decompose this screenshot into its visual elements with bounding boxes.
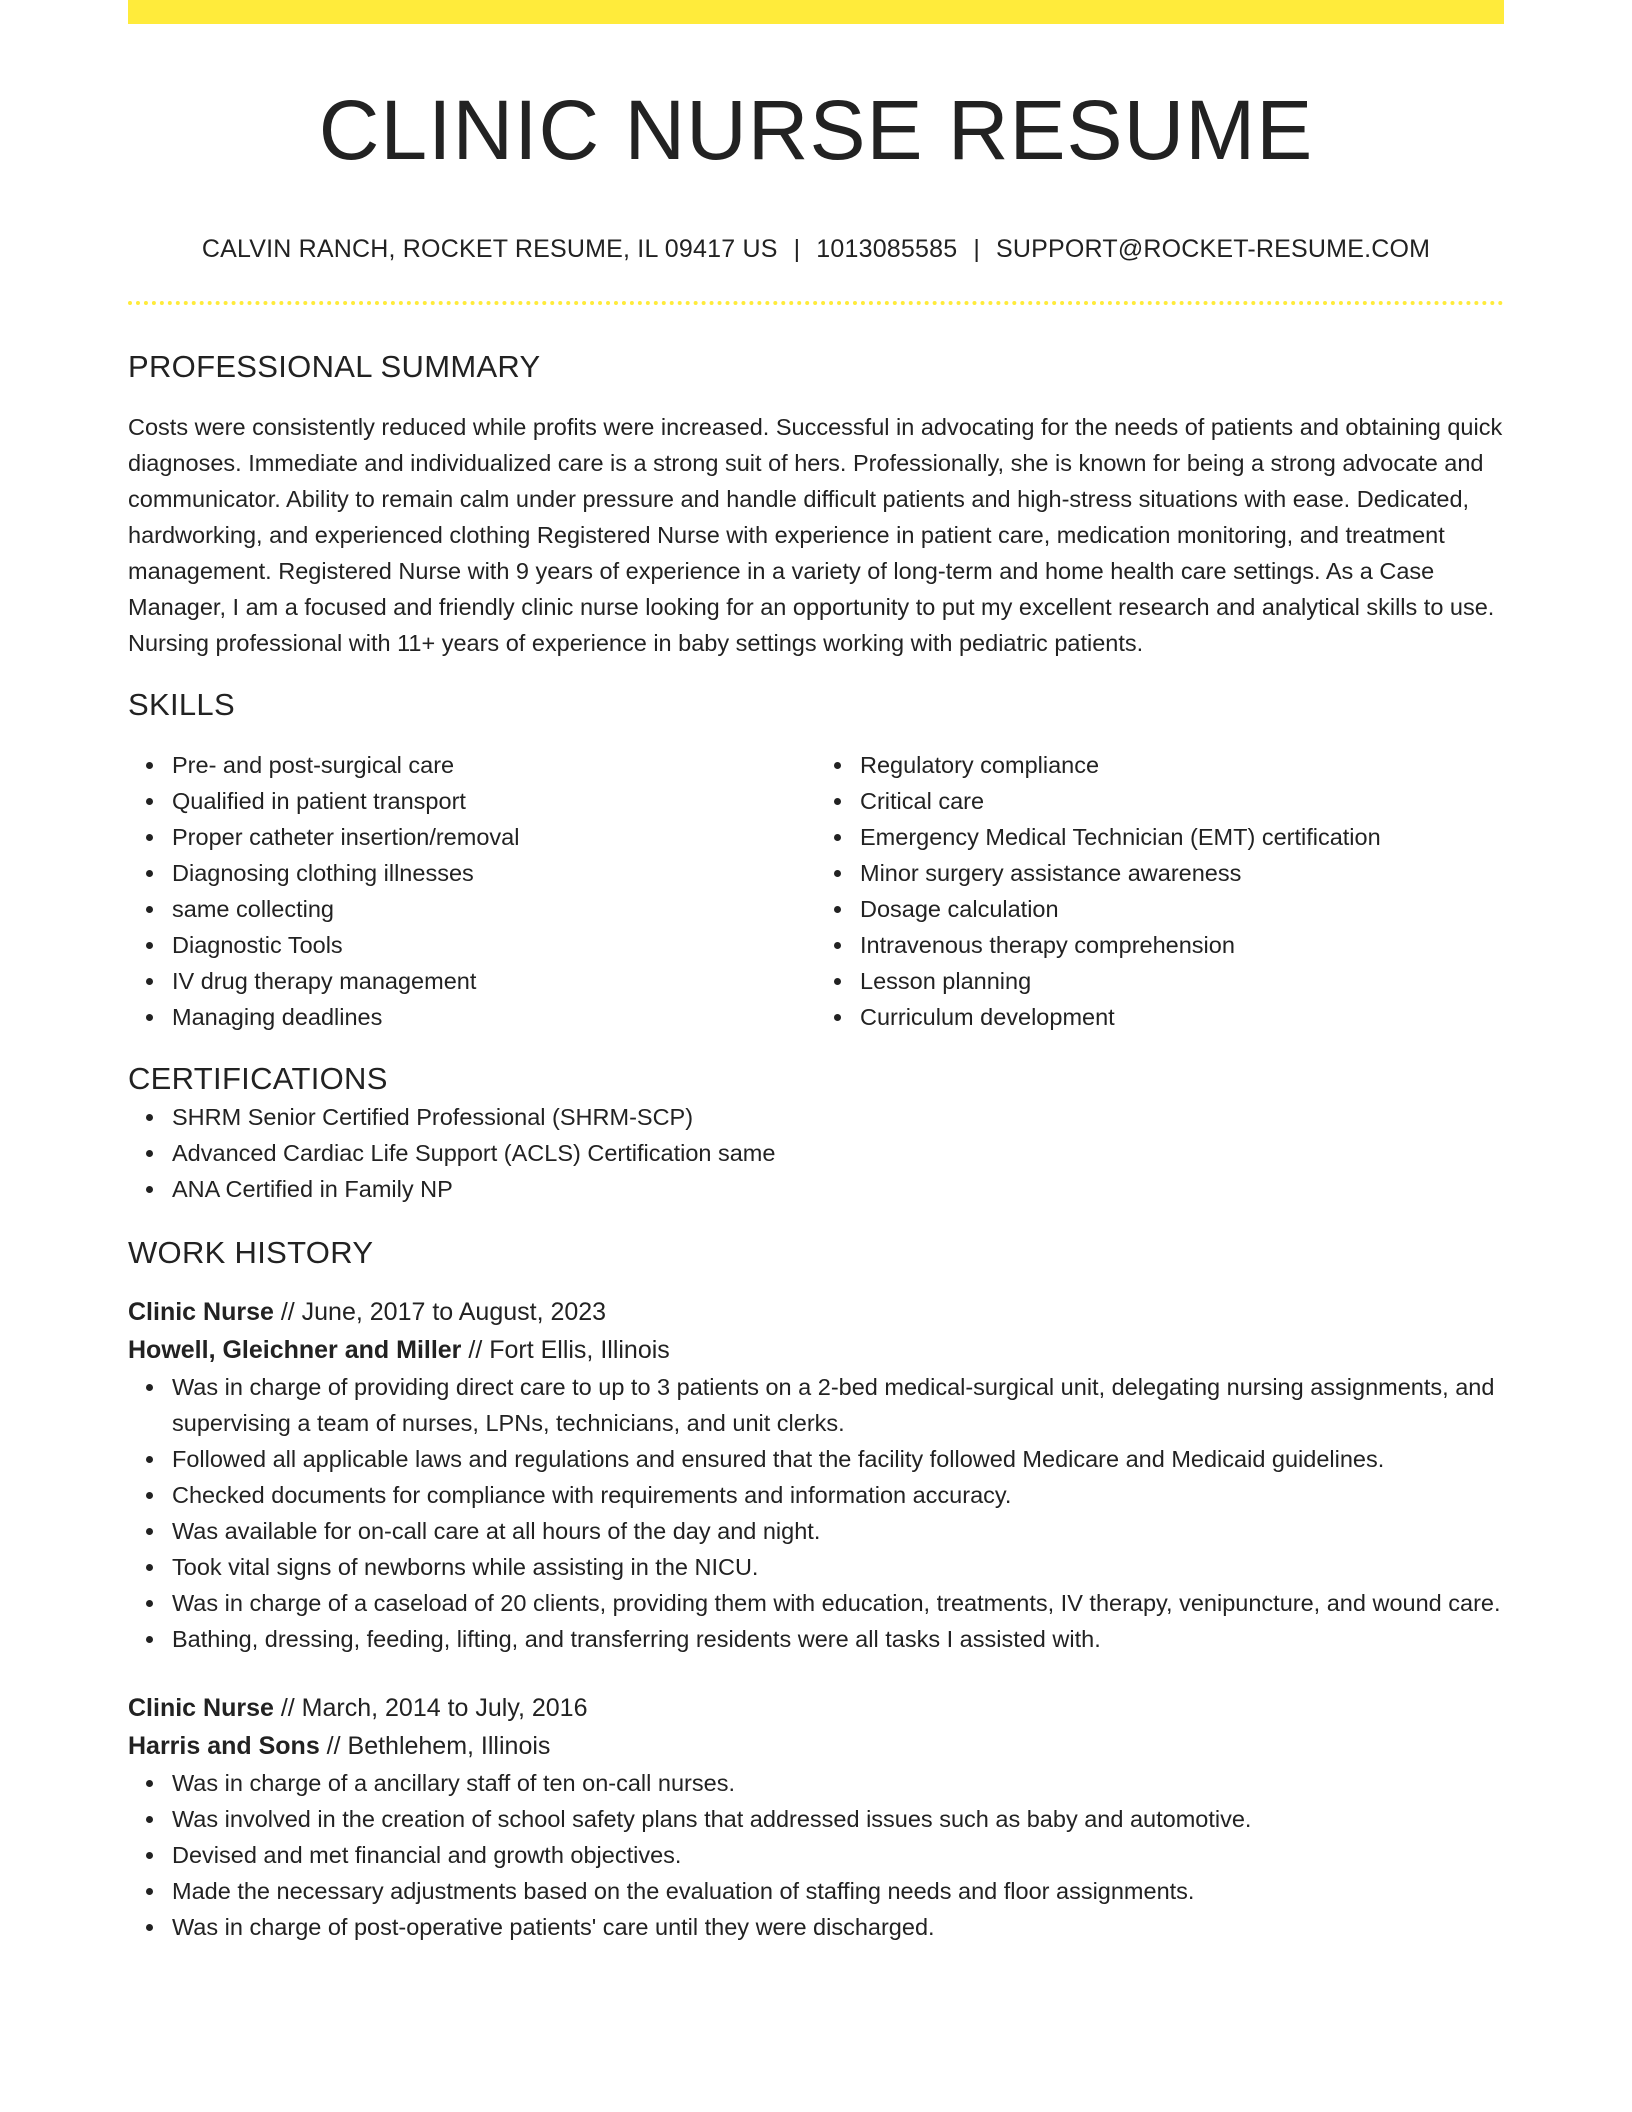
certification-item: Advanced Cardiac Life Support (ACLS) Certification same <box>172 1135 1504 1171</box>
summary-heading: PROFESSIONAL SUMMARY <box>128 349 541 384</box>
contact-address: CALVIN RANCH, ROCKET RESUME, IL 09417 US <box>201 235 778 263</box>
job-title: Clinic Nurse <box>128 1298 274 1326</box>
job-entry <box>128 1293 1504 1657</box>
job-dates: // March, 2014 to July, 2016 <box>273 1694 588 1722</box>
job-duty-item: Bathing, dressing, feeding, lifting, and transferring residents were all tasks I assisted with. <box>172 1621 1504 1657</box>
skill-item: Managing deadlines <box>172 999 816 1035</box>
skill-item: Diagnosing clothing illnesses <box>172 855 816 891</box>
resume-content <box>128 0 1504 1945</box>
job-company: Howell, Gleichner and Miller <box>128 1336 462 1364</box>
job-location: // Fort Ellis, Illinois <box>461 1336 670 1364</box>
job-title-line <box>128 1689 1504 1727</box>
job-duty-item: Checked documents for compliance with requirements and information accuracy. <box>172 1477 1504 1513</box>
job-duties-list <box>128 1369 1504 1657</box>
job-company: Harris and Sons <box>128 1732 320 1760</box>
job-duty-item: Was in charge of a ancillary staff of ten on-call nurses. <box>172 1765 1504 1801</box>
skill-item: Diagnostic Tools <box>172 927 816 963</box>
work-history-heading: WORK HISTORY <box>128 1235 374 1270</box>
job-title-line <box>128 1293 1504 1331</box>
resume-title: CLINIC NURSE RESUME <box>318 83 1314 177</box>
skill-item: Intravenous therapy comprehension <box>860 927 1504 963</box>
skills-heading: SKILLS <box>128 687 235 722</box>
job-location: // Bethlehem, Illinois <box>319 1732 551 1760</box>
skill-item: Critical care <box>860 783 1504 819</box>
skills-column-left <box>128 747 816 1035</box>
skill-item: Pre- and post-surgical care <box>172 747 816 783</box>
skills-column-right <box>816 747 1504 1035</box>
job-duty-item: Was in charge of providing direct care to up to 3 patients on a 2-bed medical-surgical unit, delegating nursing assignments, and supervising a team of nurses, LPNs, technicians, and unit clerks. <box>172 1369 1504 1441</box>
job-dates: // June, 2017 to August, 2023 <box>273 1298 607 1326</box>
job-duties-list <box>128 1765 1504 1945</box>
skill-item: Proper catheter insertion/removal <box>172 819 816 855</box>
job-company-line <box>128 1331 1504 1369</box>
skill-item: Emergency Medical Technician (EMT) certification <box>860 819 1504 855</box>
certification-item: SHRM Senior Certified Professional (SHRM-SCP) <box>172 1099 1504 1135</box>
job-duty-item: Was involved in the creation of school safety plans that addressed issues such as baby and automotive. <box>172 1801 1504 1837</box>
skill-item: Curriculum development <box>860 999 1504 1035</box>
skill-item: Dosage calculation <box>860 891 1504 927</box>
contact-phone: 1013085585 <box>816 235 958 263</box>
skill-item: same collecting <box>172 891 816 927</box>
job-duty-item: Was in charge of a caseload of 20 clients, providing them with education, treatments, IV therapy, venipuncture, and wound care. <box>172 1585 1504 1621</box>
contact-line <box>128 234 1504 264</box>
dotted-divider <box>128 301 1504 305</box>
skill-item: Minor surgery assistance awareness <box>860 855 1504 891</box>
skill-item: Qualified in patient transport <box>172 783 816 819</box>
job-duty-item: Was available for on-call care at all hours of the day and night. <box>172 1513 1504 1549</box>
certifications-list <box>128 1099 1504 1207</box>
job-duty-item: Devised and met financial and growth objectives. <box>172 1837 1504 1873</box>
certification-item: ANA Certified in Family NP <box>172 1171 1504 1207</box>
certifications-heading: CERTIFICATIONS <box>128 1061 388 1096</box>
job-title: Clinic Nurse <box>128 1694 274 1722</box>
job-duty-item: Was in charge of post-operative patients' care until they were discharged. <box>172 1909 1504 1945</box>
job-company-line <box>128 1727 1504 1765</box>
job-duty-item: Made the necessary adjustments based on the evaluation of staffing needs and floor assignments. <box>172 1873 1504 1909</box>
job-duty-item: Took vital signs of newborns while assisting in the NICU. <box>172 1549 1504 1585</box>
job-entry <box>128 1689 1504 1945</box>
summary-text: Costs were consistently reduced while profits were increased. Successful in advocating for the needs of patients and obtaining quick diagnoses. Immediate and individualized care is a strong suit of hers. Professionally, she is known for being a strong advocate and communicator. Ability to remain calm under pressure and handle difficult patients and high-stress situations with ease. Dedicated, hardworking, and experienced clothing Registered Nurse with experience in patient care, medication monitoring, and treatment management. Registered Nurse with 9 years of experience in a variety of long-term and home health care settings. As a Case Manager, I am a focused and friendly clinic nurse looking for an opportunity to put my excellent research and analytical skills to use. Nursing professional with 11+ years of experience in baby settings working with pediatric patients. <box>128 414 1503 656</box>
skill-item: Lesson planning <box>860 963 1504 999</box>
contact-separator: | <box>973 235 981 263</box>
skills-grid <box>128 747 1504 1035</box>
skill-item: Regulatory compliance <box>860 747 1504 783</box>
skill-item: IV drug therapy management <box>172 963 816 999</box>
contact-separator: | <box>793 235 801 263</box>
contact-email: SUPPORT@ROCKET-RESUME.COM <box>996 235 1431 263</box>
job-duty-item: Followed all applicable laws and regulations and ensured that the facility followed Medicare and Medicaid guidelines. <box>172 1441 1504 1477</box>
